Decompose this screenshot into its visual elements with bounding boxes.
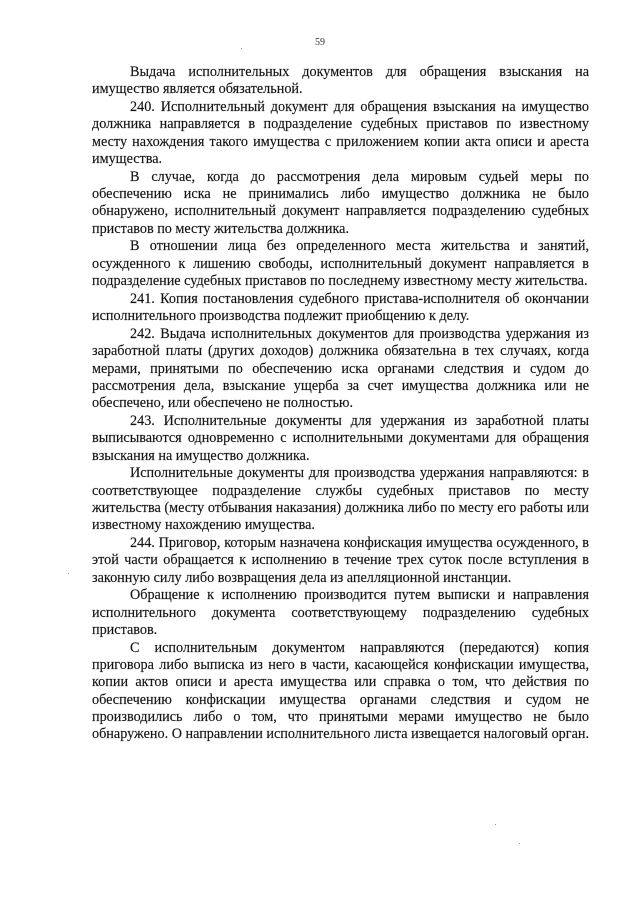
paragraph-3: В случае, когда до рассмотрения дела мировым судьей меры по обеспечению иска не принимались либо имущество должника не было обнаружено, исполнительный документ направляется подразделению судебных приставов по месту жительства должника.	[92, 168, 589, 237]
paragraph-4: В отношении лица без определенного места жительства и занятий, осужденного к лишению свободы, исполнительный документ направляется в подразделение судебных приставов по последнему известному месту жительства.	[92, 238, 589, 290]
paragraph-7: 243. Исполнительные документы для удержания из заработной платы выписываются одновременно с исполнительными документами для обращения взыскания на имущество должника.	[92, 412, 589, 464]
paragraph-10: Обращение к исполнению производится путем выписки и направления исполнительного документа соответствующему подразделению судебных приставов.	[92, 587, 589, 638]
scan-speck	[519, 843, 520, 844]
paragraph-6: 242. Выдача исполнительных документов для производства удержания из заработной платы (других доходов) должника обязательна в тех случаях, когда мерами, принятыми по обеспечению иска органами следствия и судом до рассмотрения дела, взыскание ущерба за счет имущества должника или не обеспечено, или обеспечено не полностью.	[92, 325, 589, 412]
page-number: 59	[315, 37, 325, 48]
document-body	[92, 64, 589, 744]
scan-speck	[241, 48, 242, 49]
paragraph-9: 244. Приговор, которым назначена конфискация имущества осужденного, в этой части обращается к исполнению в течение трех суток после вступления в законную силу либо возвращения дела из апелляционной инстанции.	[92, 535, 589, 586]
paragraph-5: 241. Копия постановления судебного пристава-исполнителя об окончании исполнительного производства подлежит приобщению к делу.	[92, 290, 589, 325]
scan-speck	[68, 573, 69, 574]
paragraph-11: С исполнительным документом направляются (передаются) копия приговора либо выписка из него в части, касающейся конфискации имущества, копии актов описи и ареста имущества или справка о том, что действия по обеспечению конфискации имущества органами следствия и судом не производились либо о том, что принятыми мерами имущество не было обнаружено. О направлении исполнительного листа извещается налоговый орган.	[92, 639, 590, 743]
paragraph-1: Выдача исполнительных документов для обращения взыскания на имущество является обязательной.	[92, 64, 589, 98]
paragraph-8: Исполнительные документы для производства удержания направляются: в соответствующее подразделение службы судебных приставов по месту жительства (месту отбывания наказания) должника либо по месту его работы или известному нахождению имущества.	[92, 465, 589, 534]
paragraph-2: 240. Исполнительный документ для обращения взыскания на имущество должника направляется в подразделение судебных приставов по известному месту нахождения такого имущества с приложением копии акта описи и ареста имущества.	[92, 99, 589, 167]
scan-speck	[495, 824, 496, 825]
